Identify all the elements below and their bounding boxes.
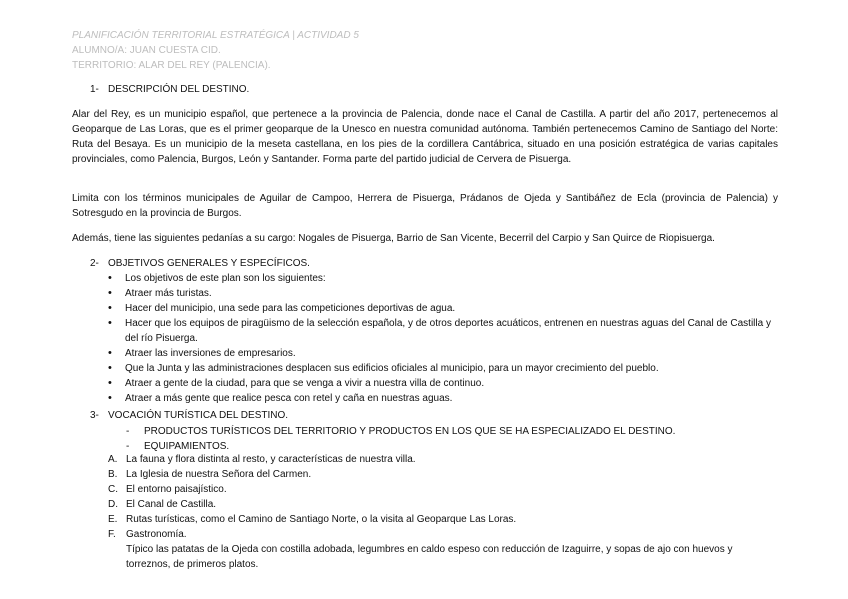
lettered-list [108,452,778,572]
list-item: - EQUIPAMIENTOS. [126,441,230,452]
section-1-heading [90,82,249,97]
list-item: • Hacer que los equipos de piragüismo de la selección española, y de otros deportes acuáticos, entrenen en nuestras aguas del Canal de Castilla y del río Pisuerga. [108,316,778,346]
list-item: • Hacer del municipio, una sede para las competiciones deportivas de agua. [108,301,778,316]
section-3-number: 3- [90,410,99,421]
section-1-title: DESCRIPCIÓN DEL DESTINO. [108,84,250,95]
section-1-number: 1- [90,84,99,95]
list-item: F. Gastronomía. [108,529,187,540]
list-item: • Atraer a gente de la ciudad, para que se venga a vivir a nuestra villa de continuo. [108,376,778,391]
list-item: D. El Canal de Castilla. [108,499,217,510]
document-title: PLANIFICACIÓN TERRITORIAL ESTRATÉGICA | ACTIVIDAD 5 [72,30,359,41]
gastronomy-detail: Típico las patatas de la Ojeda con costilla adobada, legumbres en caldo espeso con reducción de Izaguirre, y sopas de ajo con huevos y torreznos, de primeros platos. [126,544,733,570]
list-item: - PRODUCTOS TURÍSTICOS DEL TERRITORIO Y PRODUCTOS EN LOS QUE SE HA ESPECIALIZADO EL DESTINO. [126,426,676,437]
section-3-heading [90,408,288,423]
description-paragraph-3: Además, tiene las siguientes pedanías a su cargo: Nogales de Pisuerga, Barrio de San Vicente, Becerril del Carpio y San Quirce de Riopisuerga. [72,233,715,244]
section-3-title: VOCACIÓN TURÍSTICA DEL DESTINO. [108,410,289,421]
dash-list [126,424,776,454]
section-2-heading [90,256,310,271]
list-item: • Atraer las inversiones de empresarios. [108,346,778,361]
territory-name: TERRITORIO: ALAR DEL REY (PALENCIA). [72,60,271,71]
section-2-title: OBJETIVOS GENERALES Y ESPECÍFICOS. [108,258,310,269]
description-paragraph-2: Limita con los términos municipales de Aguilar de Campoo, Herrera de Pisuerga, Prádanos de Ojeda y Santibáñez de Ecla (provincia de Palencia) y Sotresgudo en la provincia de Burgos. [72,193,778,219]
list-item: • Atraer más turistas. [108,286,778,301]
list-item: • Atraer a más gente que realice pesca con retel y caña en nuestras aguas. [108,391,778,406]
student-name: ALUMNO/A: JUAN CUESTA CID. [72,45,221,56]
list-item: E. Rutas turísticas, como el Camino de Santiago Norte, o la visita al Geoparque Las Loras. [108,514,517,525]
objectives-list [108,271,778,406]
list-item: A. La fauna y flora distinta al resto, y características de nuestra villa. [108,454,416,465]
list-item: C. El entorno paisajístico. [108,484,227,495]
list-item: B. La Iglesia de nuestra Señora del Carmen. [108,469,312,480]
list-item: • Que la Junta y las administraciones desplacen sus edificios oficiales al municipio, para un mayor crecimiento del pueblo. [108,361,778,376]
list-item: • Los objetivos de este plan son los siguientes: [108,271,778,286]
section-2-number: 2- [90,258,99,269]
description-paragraph-1: Alar del Rey, es un municipio español, que pertenece a la provincia de Palencia, donde nace el Canal de Castilla. A partir del año 2017, pertenecemos al Geoparque de Las Loras, que es el primer geoparque de la Unesco en nuestra comunidad autónoma. También pertenecemos Camino de Santiago del Norte: Ruta del Besaya. Es un municipio de la meseta castellana, en los pies de la cordillera Cantábrica, situado en una posición estratégica de varias capitales provinciales, como Palencia, Burgos, León y Santander. Forma parte del partido judicial de Cervera de Pisuerga. [72,109,778,165]
